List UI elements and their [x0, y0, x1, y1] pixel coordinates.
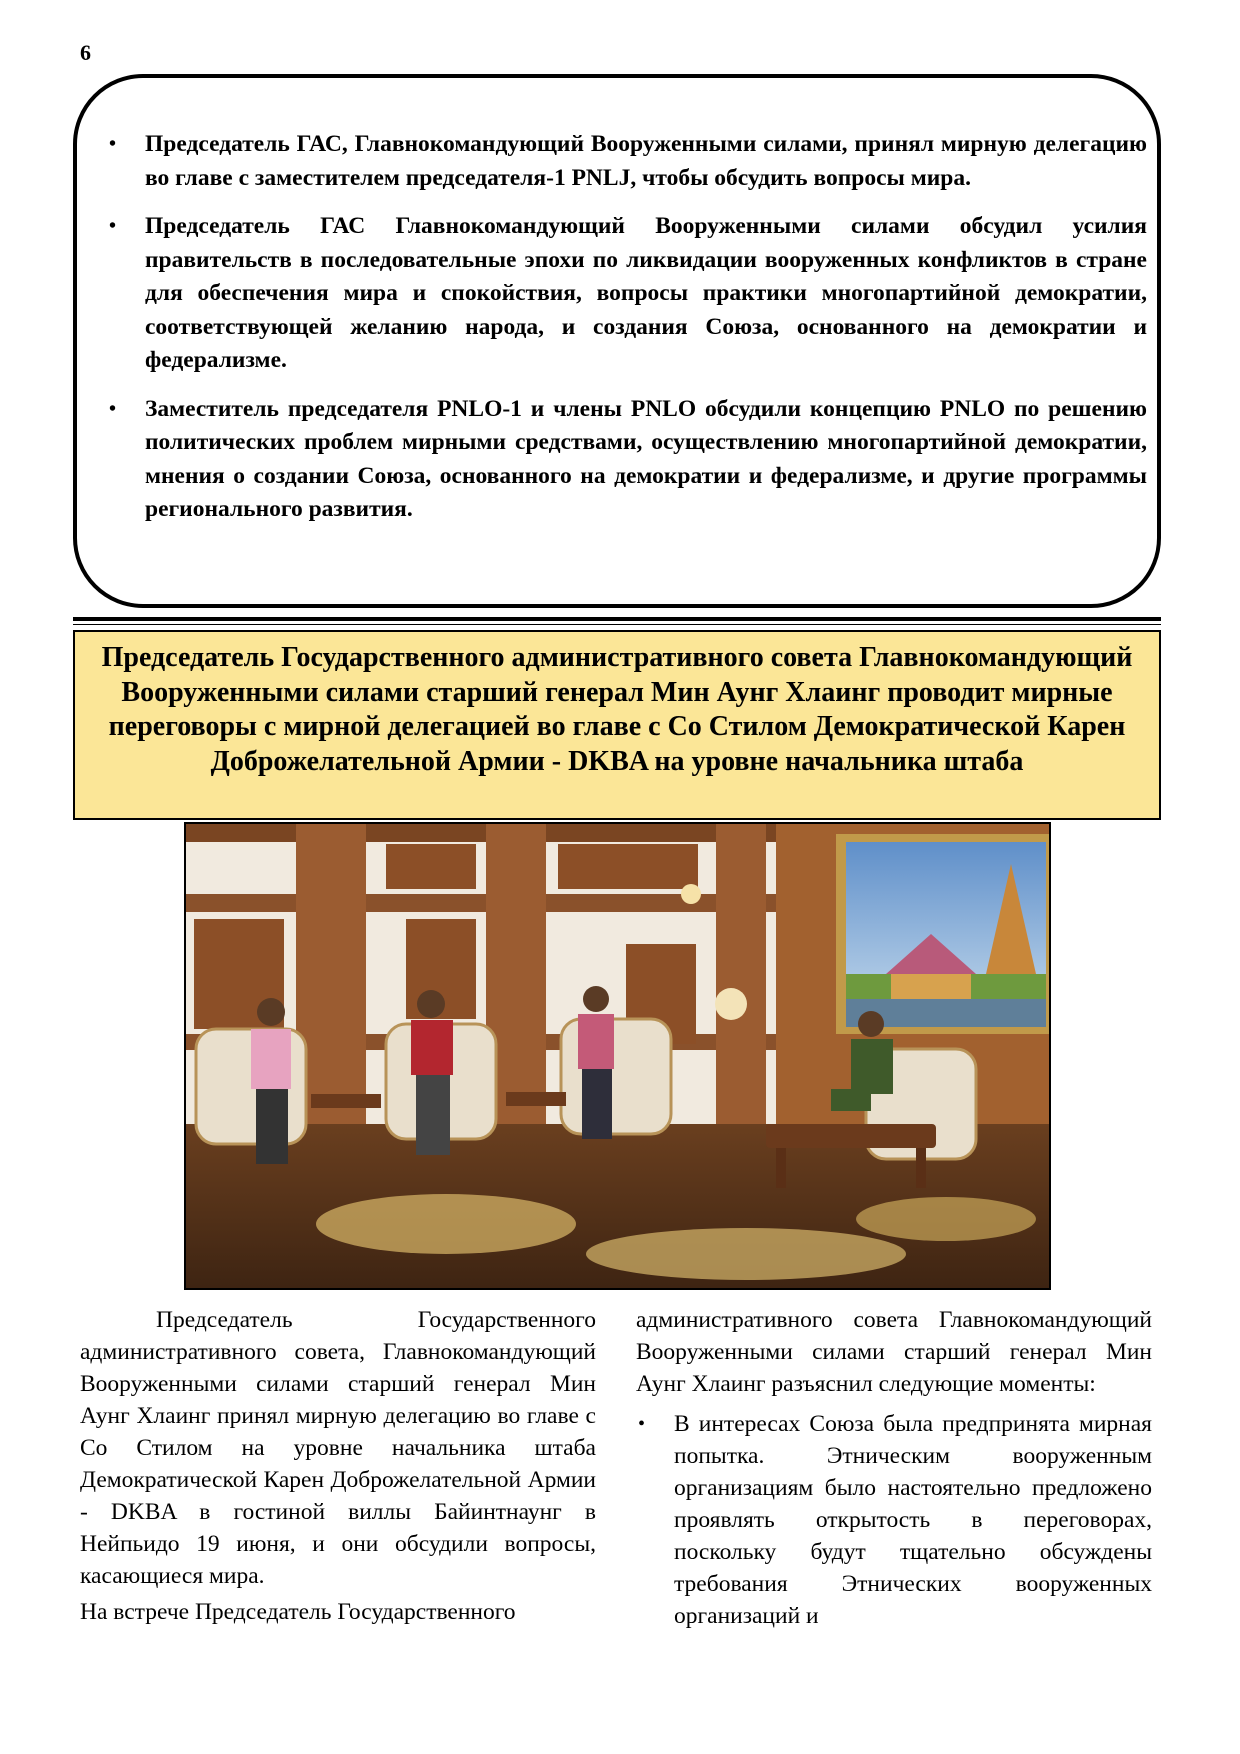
bullet-icon: •: [109, 215, 117, 237]
article-bullet-text: В интересах Союза была предпринята мирная попытка. Этническим вооруженным организациям было настоятельно предложено проявлять открытость в переговорах, поскольку будут тщательно обсуждены требования Этнических вооруженных организаций и: [674, 1411, 1152, 1629]
summary-box: [73, 74, 1161, 608]
article-paragraph: На встрече Председатель Государственного: [80, 1599, 516, 1625]
bullet-icon: •: [109, 133, 117, 155]
section-divider-thin: [73, 624, 1161, 625]
bullet-icon: •: [638, 1413, 646, 1435]
summary-bullet-text: Председатель ГАС, Главнокомандующий Вооруженными силами, принял мирную делегацию во главе с заместителем председателя-1 PNLJ, чтобы обсудить вопросы мира.: [145, 131, 1147, 191]
summary-bullet-text: Председатель ГАС Главнокомандующий Вооруженными силами обсудил усилия правительств в последовательные эпохи по ликвидации вооруженных конфликтов в стране для обеспечения мира и спокойствия, вопросы практики многопартийной демократии, соответствующей желанию народа, и создания Союза, основанного на демократии и федерализме.: [145, 213, 1147, 373]
summary-list: [109, 128, 1147, 542]
summary-bullet-text: Заместитель председателя PNLO-1 и члены PNLO обсудили концепцию PNLO по решению политических проблем мирными средствами, осуществлению многопартийной демократии, мнения о создании Союза, основанного на демократии и федерализме, и другие программы регионального развития.: [145, 395, 1147, 522]
meeting-photo: [184, 822, 1051, 1290]
article-bullet-item: [636, 1408, 1152, 1632]
summary-bullet-item: [109, 128, 1147, 195]
article-headline: Председатель Государственного административного совета Главнокомандующий Вооруженными силами старший генерал Мин Аунг Хлаинг проводит мирные переговоры с мирной делегацией во главе с Со Стилом Демократической Карен Доброжелательной Армии - DKBA на уровне начальника штаба: [73, 630, 1161, 820]
summary-bullet-item: [109, 393, 1147, 527]
article-paragraph: Председатель Государственного административного совета, Главнокомандующий Вооруженными силами старший генерал Мин Аунг Хлаинг принял мирную делегацию во главе с Со Стилом на уровне начальника штаба Демократической Карен Доброжелательной Армии - DKBA в гостиной виллы Байинтнаунг в Нейпьидо 19 июня, и они обсудили вопросы, касающиеся мира.: [80, 1307, 596, 1589]
section-divider: [73, 617, 1161, 621]
bullet-icon: •: [109, 397, 117, 420]
page-number: 6: [80, 40, 91, 65]
summary-bullet-item: [109, 210, 1147, 378]
article-bullet-list: [636, 1408, 1152, 1632]
article-column-left: [80, 1304, 596, 1628]
article-column-right: [636, 1304, 1152, 1632]
article-paragraph: административного совета Главнокомандующий Вооруженными силами старший генерал Мин Аунг Хлаинг разъяснил следующие моменты:: [636, 1307, 1152, 1397]
